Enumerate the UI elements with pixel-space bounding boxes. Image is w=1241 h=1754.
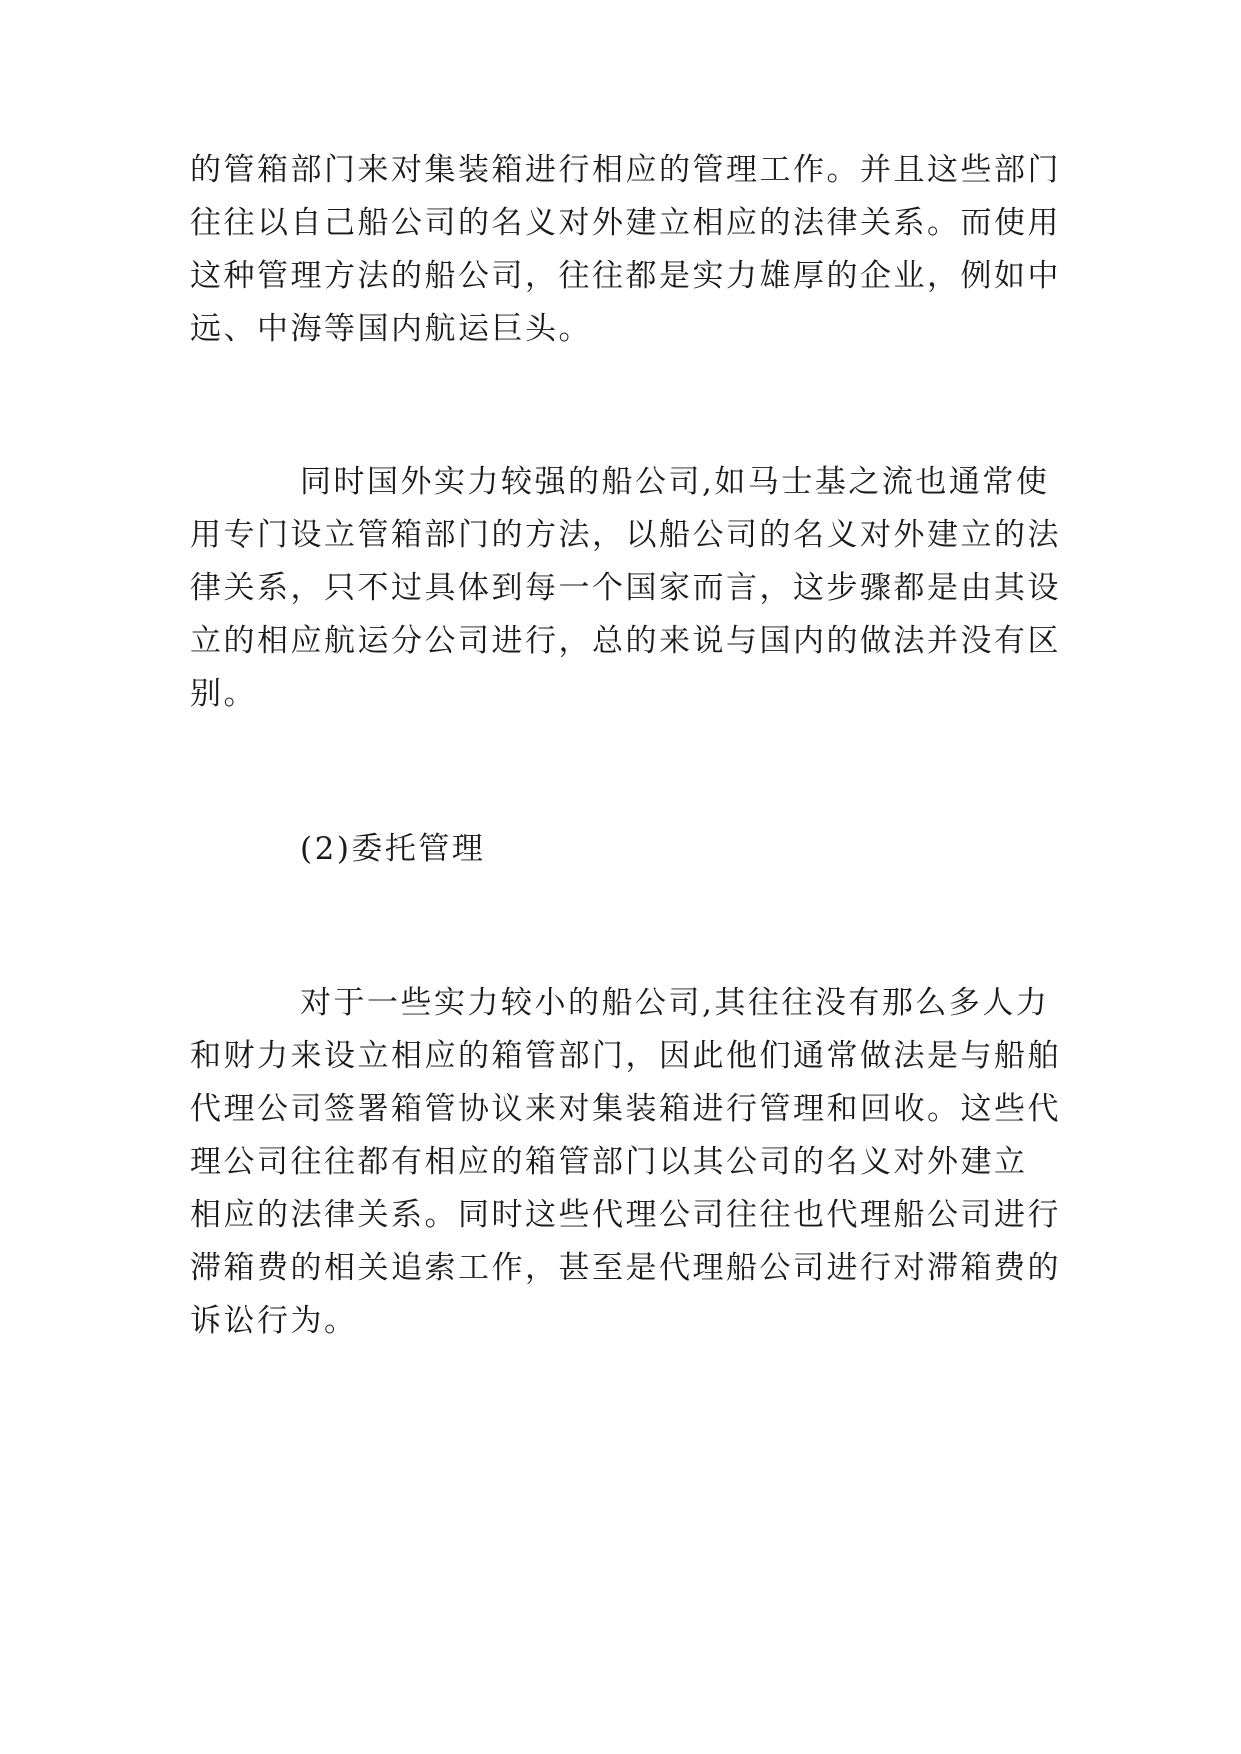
paragraph-3-line-4: 理公司往往都有相应的箱管部门以其公司的名义对外建立 (190, 1144, 1028, 1180)
paragraph-2-line-5: 别。 (190, 676, 257, 712)
paragraph-3-line-6: 滞箱费的相关追索工作，甚至是代理船公司进行对滞箱费的 (190, 1250, 1061, 1286)
paragraph-2-line-1: 同时国外实力较强的船公司,如马士基之流也通常使 (300, 464, 1050, 500)
paragraph-2-line-3: 律关系，只不过具体到每一个国家而言，这步骤都是由其设 (190, 570, 1061, 606)
paragraph-3-line-3: 代理公司签署箱管协议来对集装箱进行管理和回收。这些代 (190, 1091, 1061, 1127)
paragraph-3-line-2: 和财力来设立相应的箱管部门，因此他们通常做法是与船舶 (190, 1038, 1061, 1074)
paragraph-1-line-1: 的管箱部门来对集装箱进行相应的管理工作。并且这些部门 (190, 152, 1061, 188)
paragraph-3-line-1: 对于一些实力较小的船公司,其往往没有那么多人力 (300, 985, 1050, 1021)
paragraph-1-line-2: 往往以自己船公司的名义对外建立相应的法律关系。而使用 (190, 205, 1061, 241)
paragraph-3-line-5: 相应的法律关系。同时这些代理公司往往也代理船公司进行 (190, 1197, 1061, 1233)
section-heading: (2)委托管理 (300, 831, 486, 867)
paragraph-1-line-4: 远、中海等国内航运巨头。 (190, 311, 592, 347)
paragraph-2-line-4: 立的相应航运分公司进行，总的来说与国内的做法并没有区 (190, 623, 1061, 659)
paragraph-3-line-7: 诉讼行为。 (190, 1303, 358, 1339)
paragraph-1-line-3: 这种管理方法的船公司，往往都是实力雄厚的企业，例如中 (190, 258, 1061, 294)
paragraph-2-line-2: 用专门设立管箱部门的方法，以船公司的名义对外建立的法 (190, 517, 1061, 553)
